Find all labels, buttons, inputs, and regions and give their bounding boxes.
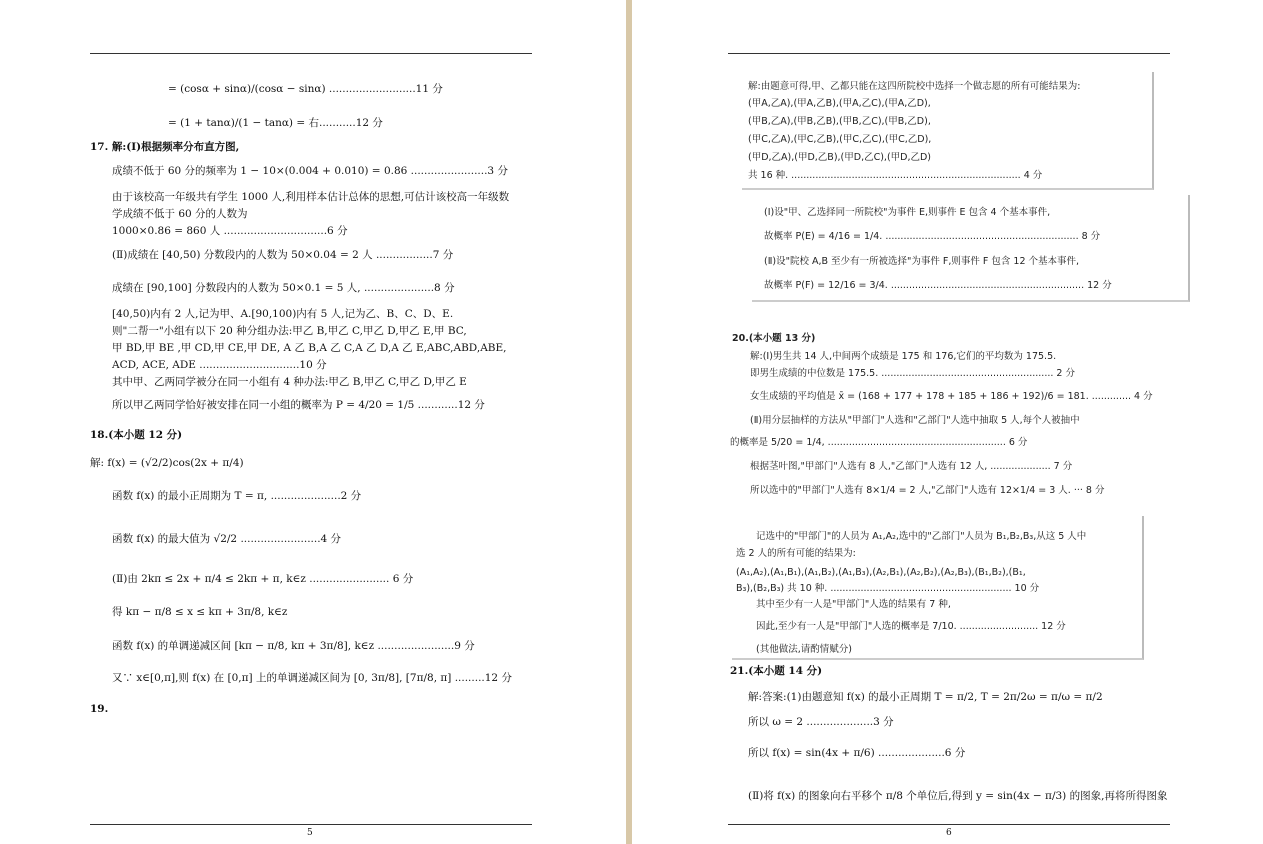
text-line: 成绩不低于 60 分的频率为 1 − 10×(0.004 + 0.010) = 0.86 .......................3 分 [112, 165, 508, 177]
text-line: (A₁,A₂),(A₁,B₁),(A₁,B₂),(A₁,B₃),(A₂,B₁),(A₂,B₂),(A₂,B₃),(B₁,B₂),(B₁, [736, 567, 1026, 578]
text-line: (Ⅱ)成绩在 [40,50) 分数段内的人数为 50×0.04 = 2 人 .................7 分 [112, 249, 454, 261]
text-line: B₃),(B₂,B₃) 共 10 种. ............................................................ 10 分 [736, 583, 1040, 594]
problem-17-heading: 17. 解:(Ⅰ)根据频率分布直方图, [90, 141, 240, 153]
text-line: 其中至少有一人是"甲部门"人选的结果有 7 种, [756, 599, 951, 610]
text-line: 即男生成绩的中位数是 175.5. ......................................................... 2 分 [750, 368, 1075, 379]
page-right [632, 0, 1263, 844]
text-line: 故概率 P(E) = 4/16 = 1/4. ................................................................ 8 分 [764, 231, 1101, 242]
text-line: 因此,至少有一人是"甲部门"人选的概率是 7/10. .......................... 12 分 [756, 621, 1066, 632]
text-line: 共 16 种. ............................................................................ 4 分 [748, 170, 1043, 181]
text-line: 则"二帮一"小组有以下 20 种分组办法:甲乙 B,甲乙 C,甲乙 D,甲乙 E,甲 BC, [112, 325, 467, 337]
text-line: 记选中的"甲部门"的人员为 A₁,A₂,选中的"乙部门"人员为 B₁,B₂,B₃,从这 5 人中 [756, 531, 1087, 542]
text-line: 故概率 P(F) = 12/16 = 3/4. ................................................................ 12 分 [764, 280, 1112, 291]
text-line: 根据茎叶图,"甲部门"人选有 8 人,"乙部门"人选有 12 人, .................... 7 分 [750, 461, 1073, 472]
text-line: (甲C,乙A),(甲C,乙B),(甲C,乙C),(甲C,乙D), [748, 134, 932, 145]
problem-19-heading: 19. [90, 703, 109, 715]
text-line: (其他做法,请酌情赋分) [756, 644, 852, 655]
text-line: [40,50)内有 2 人,记为甲、A.[90,100)内有 5 人,记为乙、B、C、D、E. [112, 308, 454, 320]
footer-rule [90, 824, 532, 825]
text-line: 函数 f(x) 的单调递减区间 [kπ − π/8, kπ + 3π/8], k∈z .......................9 分 [112, 640, 475, 652]
text-line: 解:(Ⅰ)男生共 14 人,中间两个成绩是 175 和 176,它们的平均数为 175.5. [750, 351, 1057, 362]
page-number: 6 [946, 828, 952, 838]
text-line: 解:答案:(1)由题意知 f(x) 的最小正周期 T = π/2, T = 2π/2ω = π/ω = π/2 [748, 691, 1103, 703]
page-left [0, 0, 626, 844]
text-line: 所以选中的"甲部门"人选有 8×1/4 = 2 人,"乙部门"人选有 12×1/4 = 3 人. ··· 8 分 [750, 485, 1105, 496]
text-line: 得 kπ − π/8 ≤ x ≤ kπ + 3π/8, k∈z [112, 606, 288, 618]
text-line: 成绩在 [90,100] 分数段内的人数为 50×0.1 = 5 人, .....................8 分 [112, 282, 455, 294]
text-line: 所以 f(x) = sin(4x + π/6) ....................6 分 [748, 747, 966, 759]
text-line: (甲A,乙A),(甲A,乙B),(甲A,乙C),(甲A,乙D), [748, 98, 931, 109]
text-line: = (1 + tanα)/(1 − tanα) = 右...........12 分 [168, 117, 383, 129]
text-line: 函数 f(x) 的最小正周期为 T = π, .....................2 分 [112, 490, 362, 502]
text-line: 由于该校高一年级共有学生 1000 人,利用样本估计总体的思想,可估计该校高一年级数 [112, 191, 510, 203]
text-line: (Ⅰ)设"甲、乙选择同一所院校"为事件 E,则事件 E 包含 4 个基本事件, [764, 207, 1051, 218]
text-line: (Ⅱ)用分层抽样的方法从"甲部门"人选和"乙部门"人选中抽取 5 人,每个人被抽中 [750, 415, 1080, 426]
text-line: (Ⅱ)将 f(x) 的图象向右平移个 π/8 个单位后,得到 y = sin(4x − π/3) 的图象,再将所得图象 [748, 790, 1168, 802]
text-line: 所以 ω = 2 ....................3 分 [748, 716, 894, 728]
text-line: 函数 f(x) 的最大值为 √2/2 ........................4 分 [112, 533, 342, 545]
problem-18-heading: 18.(本小题 12 分) [90, 429, 183, 441]
text-line: (甲B,乙A),(甲B,乙B),(甲B,乙C),(甲B,乙D), [748, 116, 931, 127]
text-line: 解: f(x) = (√2/2)cos(2x + π/4) [90, 457, 244, 469]
text-line: 甲 BD,甲 BE ,甲 CD,甲 CE,甲 DE, A 乙 B,A 乙 C,A 乙 D,A 乙 E,ABC,ABD,ABE, [112, 342, 507, 354]
problem-21-heading: 21.(本小题 14 分) [730, 665, 823, 677]
text-line: = (cosα + sinα)/(cosα − sinα) ..........................11 分 [168, 83, 443, 95]
text-line: 又∵ x∈[0,π],则 f(x) 在 [0,π] 上的单调递减区间为 [0, 3π/8], [7π/8, π] .........12 分 [112, 672, 512, 684]
text-line: 解:由题意可得,甲、乙都只能在这四所院校中选择一个做志愿的所有可能结果为: [748, 81, 1081, 92]
text-line: (甲D,乙A),(甲D,乙B),(甲D,乙C),(甲D,乙D) [748, 152, 932, 163]
text-line: 的概率是 5/20 = 1/4, ........................................................... 6 分 [730, 437, 1028, 448]
problem-20-heading: 20.(本小题 13 分) [732, 333, 816, 344]
page-number: 5 [307, 828, 313, 838]
text-line: (Ⅱ)由 2kπ ≤ 2x + π/4 ≤ 2kπ + π, k∈z ........................ 6 分 [112, 573, 414, 585]
text-line: 学成绩不低于 60 分的人数为 [112, 208, 248, 220]
text-line: 选 2 人的所有可能的结果为: [736, 548, 856, 559]
footer-rule [728, 824, 1170, 825]
text-line: 所以甲乙两同学恰好被安排在同一小组的概率为 P = 4/20 = 1/5 ............12 分 [112, 399, 485, 411]
text-line: (Ⅱ)设"院校 A,B 至少有一所被选择"为事件 F,则事件 F 包含 12 个基本事件, [764, 256, 1080, 267]
text-line: 1000×0.86 = 860 人 ...............................6 分 [112, 225, 348, 237]
header-rule [728, 53, 1170, 54]
text-line: 女生成绩的平均值是 x̄ = (168 + 177 + 178 + 185 + 186 + 192)/6 = 181. ............. 4 分 [750, 391, 1153, 402]
text-line: 其中甲、乙两同学被分在同一小组有 4 种办法:甲乙 B,甲乙 C,甲乙 D,甲乙 E [112, 376, 467, 388]
text-line: ACD, ACE, ADE ..............................10 分 [112, 359, 327, 371]
header-rule [90, 53, 532, 54]
